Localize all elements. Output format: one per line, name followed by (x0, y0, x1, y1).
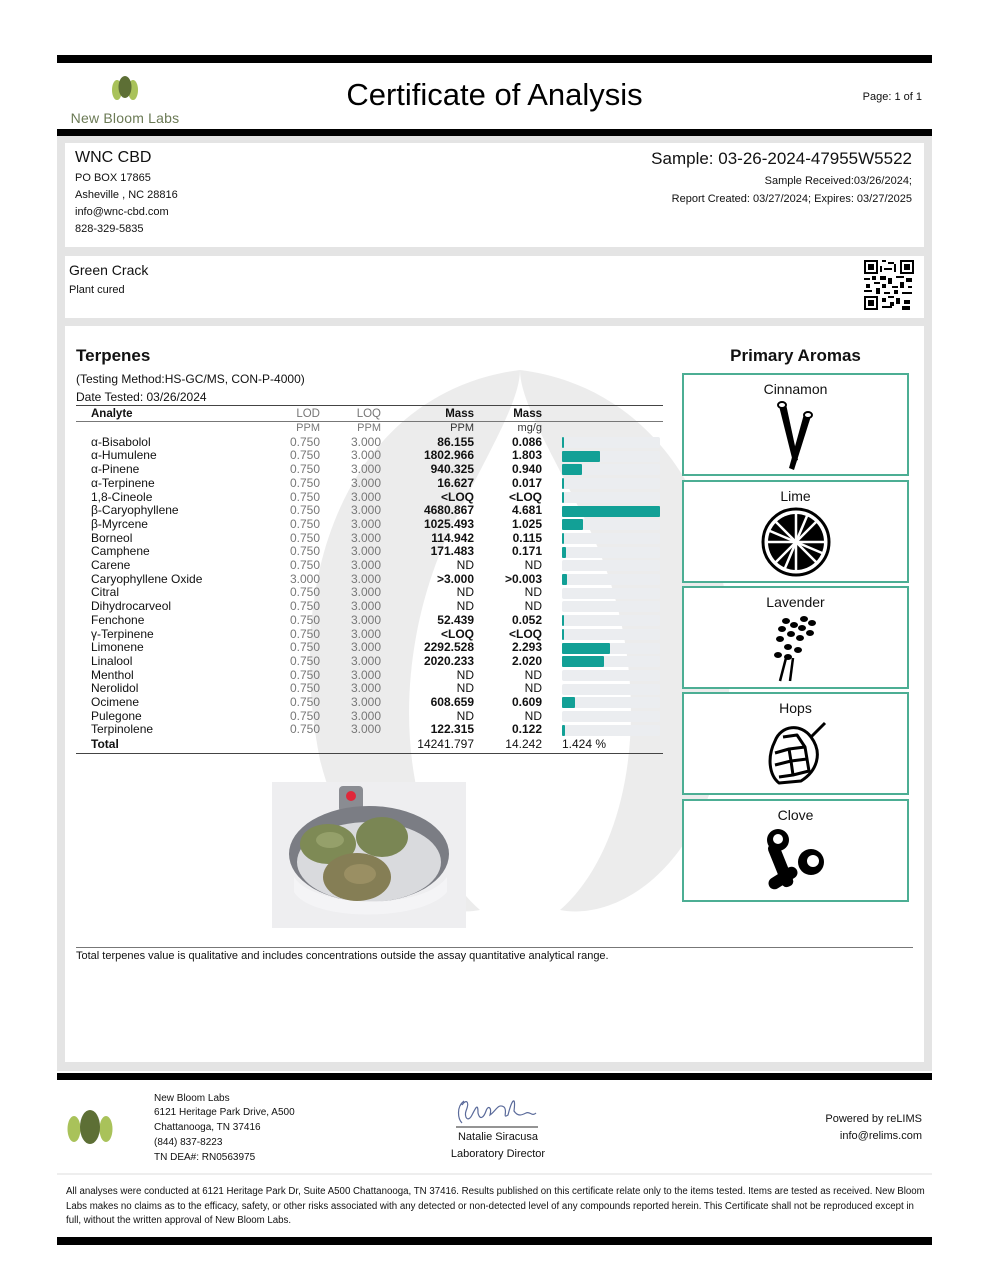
bar-track (562, 574, 660, 585)
bar-fill (562, 492, 564, 503)
total-loq (320, 737, 381, 753)
terpene-table (76, 405, 663, 754)
analyte: Borneol (91, 530, 133, 545)
table-row (76, 491, 663, 505)
mass-mg: ND (524, 585, 542, 600)
section-title: Terpenes (76, 346, 151, 365)
client-address-2: Asheville , NC 28816 (75, 189, 178, 201)
bar-fill (562, 506, 660, 517)
bar-track (562, 478, 660, 489)
analyte: Caryophyllene Oxide (91, 571, 203, 586)
mass-mg: 0.122 (511, 722, 542, 737)
table-row (76, 669, 663, 683)
units-row (76, 422, 663, 436)
bar-track (562, 656, 660, 667)
analyte: 1,8-Cineole (91, 489, 153, 504)
lod-value: 0.750 (289, 585, 320, 600)
loq-value: 3.000 (350, 516, 381, 531)
loq-value: 3.000 (350, 708, 381, 723)
sample-image (272, 782, 466, 928)
col-loq: LOQ (320, 406, 381, 422)
loq-value: 3.000 (350, 667, 381, 682)
mass-ppm: ND (456, 558, 474, 573)
total-ppm: 14241.797 (381, 737, 474, 753)
col-analyte: Analyte (76, 406, 271, 422)
mass-mg: ND (524, 667, 542, 682)
analyte: Terpinolene (91, 722, 154, 737)
bar-cell (542, 573, 663, 587)
analyte: Camphene (91, 544, 150, 559)
top-rule (57, 55, 932, 63)
bar-track (562, 725, 660, 736)
analyte: α-Humulene (91, 448, 157, 463)
mass-mg: ND (524, 681, 542, 696)
mass-ppm: 2020.233 (423, 653, 474, 668)
mass-ppm: 608.659 (430, 695, 474, 710)
table-row (76, 696, 663, 710)
table-row (76, 641, 663, 655)
lavender-icon (766, 613, 826, 683)
table-header (76, 406, 663, 422)
bar-cell (542, 504, 663, 518)
footer-phone: (844) 837-8223 (154, 1137, 223, 1148)
mass-mg: 0.115 (512, 530, 542, 545)
footer-dea: TN DEA#: RN0563975 (154, 1152, 256, 1163)
bar-cell (542, 723, 663, 737)
bar-cell (542, 641, 663, 655)
lod-value: 0.750 (289, 544, 320, 559)
lod-value: 0.750 (289, 653, 320, 668)
lod-value: 0.750 (289, 640, 320, 655)
bar-track (562, 519, 660, 530)
bar-track (562, 629, 660, 640)
mass-ppm: 1802.966 (423, 448, 474, 463)
loq-value: 3.000 (350, 571, 381, 586)
total-percent: 1.424 % (542, 737, 663, 753)
loq-value: 3.000 (350, 434, 381, 449)
aroma-card-lime (682, 480, 909, 583)
lime-icon (761, 507, 831, 577)
bar-cell (542, 614, 663, 628)
bar-track (562, 588, 660, 599)
mass-ppm: 171.483 (430, 544, 474, 559)
loq-value: 3.000 (350, 681, 381, 696)
analyte: Linalool (91, 653, 133, 668)
powered-by: Powered by reLIMS (825, 1113, 922, 1125)
mass-mg: 4.681 (511, 503, 542, 518)
testing-method: (Testing Method:HS-GC/MS, CON-P-4000) (76, 372, 305, 386)
table-row (76, 655, 663, 669)
lod-value: 0.750 (289, 681, 320, 696)
signature-image (452, 1093, 542, 1129)
table-row (76, 586, 663, 600)
col-mass-ppm: Mass (381, 406, 474, 422)
analyte: Dihydrocarveol (91, 599, 172, 614)
sample-id: Sample: 03-26-2024-47955W5522 (651, 149, 912, 168)
mass-mg: ND (524, 599, 542, 614)
mass-ppm: ND (456, 681, 474, 696)
analyte: α-Pinene (91, 462, 140, 477)
bar-track (562, 711, 660, 722)
bar-track (562, 451, 660, 462)
sample-photo (272, 782, 466, 928)
bar-track (562, 560, 660, 571)
aroma-card-cinnamon (682, 373, 909, 476)
clove-icon (761, 826, 831, 896)
table-row (76, 504, 663, 518)
aroma-label: Lavender (766, 594, 825, 610)
bar-track (562, 464, 660, 475)
bar-cell (542, 449, 663, 463)
bar-fill (562, 629, 564, 640)
table-row (76, 532, 663, 546)
mass-mg: 1.025 (511, 516, 542, 531)
page-number: Page: 1 of 1 (862, 91, 922, 103)
lod-value: 0.750 (289, 722, 320, 737)
footer-divider (57, 1173, 932, 1175)
lod-value: 3.000 (289, 571, 320, 586)
bar-fill (562, 464, 582, 475)
bar-cell (542, 600, 663, 614)
lod-value: 0.750 (289, 599, 320, 614)
bar-track (562, 615, 660, 626)
analyte: α-Bisabolol (91, 434, 151, 449)
lod-value: 0.750 (289, 530, 320, 545)
page-title: Certificate of Analysis (346, 77, 643, 112)
client-panel (65, 143, 924, 247)
bar-cell (542, 696, 663, 710)
bar-track (562, 697, 660, 708)
bar-cell (542, 436, 663, 450)
aroma-label: Lime (780, 488, 811, 504)
bar-track (562, 437, 660, 448)
bar-fill (562, 519, 583, 530)
bar-fill (562, 547, 566, 558)
loq-value: 3.000 (350, 475, 381, 490)
lod-value: 0.750 (289, 558, 320, 573)
table-row (76, 573, 663, 587)
mass-mg: 0.052 (511, 612, 542, 627)
bar-cell (542, 710, 663, 724)
mass-mg: 0.017 (511, 475, 542, 490)
bar-cell (542, 586, 663, 600)
loq-value: 3.000 (350, 722, 381, 737)
mass-mg: 0.086 (511, 434, 542, 449)
bar-cell (542, 532, 663, 546)
lod-value: 0.750 (289, 695, 320, 710)
mass-ppm: 114.942 (431, 530, 474, 545)
aroma-label: Cinnamon (763, 381, 828, 397)
aroma-label: Hops (779, 700, 812, 716)
mass-ppm: 4680.867 (423, 503, 474, 518)
mass-ppm: 1025.493 (423, 516, 474, 531)
bar-fill (562, 478, 564, 489)
table-row (76, 628, 663, 642)
analyte: Limonene (91, 640, 144, 655)
aroma-label: Clove (777, 807, 814, 823)
product-name: Green Crack (69, 262, 149, 278)
bar-track (562, 492, 660, 503)
lod-value: 0.750 (289, 516, 320, 531)
mass-ppm: ND (456, 599, 474, 614)
mass-mg: <LOQ (508, 626, 542, 641)
bar-cell (542, 628, 663, 642)
unit-bar (542, 422, 663, 436)
analyte: Menthol (91, 667, 134, 682)
footer-address-1: 6121 Heritage Park Drive, A500 (154, 1107, 295, 1118)
bar-cell (542, 463, 663, 477)
bar-fill (562, 643, 610, 654)
loq-value: 3.000 (350, 612, 381, 627)
mass-mg: 0.940 (511, 462, 542, 477)
loq-value: 3.000 (350, 585, 381, 600)
footer-logo-icon (66, 1110, 114, 1146)
total-lod (271, 737, 320, 753)
sample-received: Sample Received:03/26/2024; (764, 175, 912, 187)
loq-value: 3.000 (350, 544, 381, 559)
unit-mg: mg/g (517, 422, 542, 434)
table-row (76, 559, 663, 573)
table-row (76, 710, 663, 724)
bar-fill (562, 533, 564, 544)
mass-ppm: >3.000 (436, 571, 474, 586)
table-row (76, 449, 663, 463)
client-name: WNC CBD (75, 149, 152, 166)
bar-track (562, 670, 660, 681)
header (57, 63, 932, 129)
mass-ppm: ND (456, 585, 474, 600)
lod-value: 0.750 (289, 434, 320, 449)
table-row (76, 682, 663, 696)
table-row (76, 463, 663, 477)
loq-value: 3.000 (350, 626, 381, 641)
bar-track (562, 601, 660, 612)
lod-value: 0.750 (289, 667, 320, 682)
lod-value: 0.750 (289, 448, 320, 463)
mass-mg: 2.293 (511, 640, 542, 655)
loq-value: 3.000 (350, 462, 381, 477)
disclaimer: All analyses were conducted at 6121 Heritage Park Dr, Suite A500 Chattanooga, TN 37416. Results published on this certificate relate only to the items tested. Items are tested as received. New Bloom Labs makes no claims as to the efficacy, safety, or other risks associated with any detected or non-detected level of any compounds reported herein. This Certificate shall not be reproduced except in full, without the written approval of New Bloom Labs. (66, 1186, 925, 1226)
hops-icon (761, 719, 831, 789)
mass-ppm: ND (456, 667, 474, 682)
col-lod: LOD (271, 406, 320, 422)
footer-address-2: Chattanooga, TN 37416 (154, 1122, 261, 1133)
bar-fill (562, 725, 565, 736)
analyte: β-Myrcene (91, 516, 148, 531)
col-mass-mg: Mass (474, 406, 542, 422)
bar-fill (562, 451, 600, 462)
lod-value: 0.750 (289, 626, 320, 641)
table-row (76, 545, 663, 559)
col-bar (542, 406, 663, 422)
bar-cell (542, 545, 663, 559)
bar-fill (562, 615, 564, 626)
bar-fill (562, 437, 564, 448)
bar-cell (542, 491, 663, 505)
analyte: Pulegone (91, 708, 142, 723)
aromas-title: Primary Aromas (730, 346, 861, 365)
lab-name: New Bloom Labs (70, 110, 180, 126)
footer-rule (57, 1073, 932, 1080)
bar-track (562, 643, 660, 654)
loq-value: 3.000 (350, 599, 381, 614)
loq-value: 3.000 (350, 489, 381, 504)
mass-mg: 0.171 (511, 544, 542, 559)
mass-mg: ND (524, 708, 542, 723)
unit-loq: PPM (357, 422, 381, 434)
header-rule (57, 129, 932, 136)
mass-mg: >0.003 (504, 571, 542, 586)
date-tested: Date Tested: 03/26/2024 (76, 390, 207, 404)
aroma-card-clove (682, 799, 909, 902)
footer-lab-name: New Bloom Labs (154, 1093, 230, 1104)
bar-cell (542, 518, 663, 532)
lod-value: 0.750 (289, 503, 320, 518)
total-label: Total (76, 737, 271, 753)
bar-track (562, 547, 660, 558)
analyte: α-Terpinene (91, 475, 155, 490)
bar-track (562, 533, 660, 544)
bar-track (562, 506, 660, 517)
client-email: info@wnc-cbd.com (75, 206, 169, 218)
bar-fill (562, 656, 604, 667)
client-address-1: PO BOX 17865 (75, 172, 151, 184)
product-type: Plant cured (69, 284, 125, 296)
loq-value: 3.000 (350, 530, 381, 545)
mass-mg: 2.020 (511, 653, 542, 668)
total-mg: 14.242 (474, 737, 542, 753)
mass-mg: 0.609 (511, 695, 542, 710)
analyte: β-Caryophyllene (91, 503, 179, 518)
table-row (76, 614, 663, 628)
cinnamon-icon (771, 400, 821, 472)
lod-value: 0.750 (289, 612, 320, 627)
lod-value: 0.750 (289, 475, 320, 490)
lod-value: 0.750 (289, 462, 320, 477)
lod-value: 0.750 (289, 489, 320, 504)
total-row (76, 737, 663, 753)
mass-ppm: 122.315 (430, 722, 474, 737)
signer-title: Laboratory Director (450, 1148, 546, 1160)
report-dates: Report Created: 03/27/2024; Expires: 03/27/2025 (671, 193, 912, 205)
bar-cell (542, 655, 663, 669)
powered-email[interactable]: info@relims.com (839, 1130, 922, 1142)
mass-mg: ND (524, 558, 542, 573)
mass-ppm: ND (456, 708, 474, 723)
analyte: Citral (91, 585, 120, 600)
loq-value: 3.000 (350, 503, 381, 518)
note-divider (76, 947, 913, 948)
bottom-rule (57, 1237, 932, 1245)
loq-value: 3.000 (350, 558, 381, 573)
table-row (76, 518, 663, 532)
aroma-card-hops (682, 692, 909, 795)
aroma-card-lavender (682, 586, 909, 689)
lod-value: 0.750 (289, 708, 320, 723)
analyte: Carene (91, 558, 131, 573)
unit-analyte (76, 422, 271, 436)
client-phone: 828-329-5835 (75, 223, 144, 235)
unit-lod: PPM (296, 422, 320, 434)
unit-ppm: PPM (450, 422, 474, 434)
signer-name: Natalie Siracusa (457, 1131, 539, 1143)
table-row (76, 436, 663, 450)
loq-value: 3.000 (350, 695, 381, 710)
qr-code-icon[interactable] (864, 260, 914, 310)
mass-ppm: 86.155 (437, 434, 474, 449)
mass-ppm: 16.627 (437, 475, 474, 490)
product-panel (65, 256, 924, 318)
mass-mg: 1.803 (511, 448, 542, 463)
bar-fill (562, 574, 567, 585)
mass-ppm: 940.325 (430, 462, 474, 477)
analyte: γ-Terpinene (91, 626, 154, 641)
mass-ppm: 2292.528 (423, 640, 474, 655)
mass-ppm: <LOQ (440, 489, 474, 504)
bar-cell (542, 477, 663, 491)
bar-cell (542, 559, 663, 573)
bar-cell (542, 682, 663, 696)
mass-ppm: <LOQ (440, 626, 474, 641)
analyte: Fenchone (91, 612, 145, 627)
loq-value: 3.000 (350, 448, 381, 463)
loq-value: 3.000 (350, 640, 381, 655)
bar-cell (542, 669, 663, 683)
analyte: Nerolidol (91, 681, 139, 696)
loq-value: 3.000 (350, 653, 381, 668)
table-row (76, 477, 663, 491)
mass-mg: <LOQ (508, 489, 542, 504)
bar-fill (562, 697, 575, 708)
total-note: Total terpenes value is qualitative and includes concentrations outside the assay quantitative analytical range. (76, 950, 609, 962)
table-row (76, 723, 663, 737)
table-row (76, 600, 663, 614)
bar-track (562, 684, 660, 695)
analyte: Ocimene (91, 695, 140, 710)
mass-ppm: 52.439 (437, 612, 474, 627)
